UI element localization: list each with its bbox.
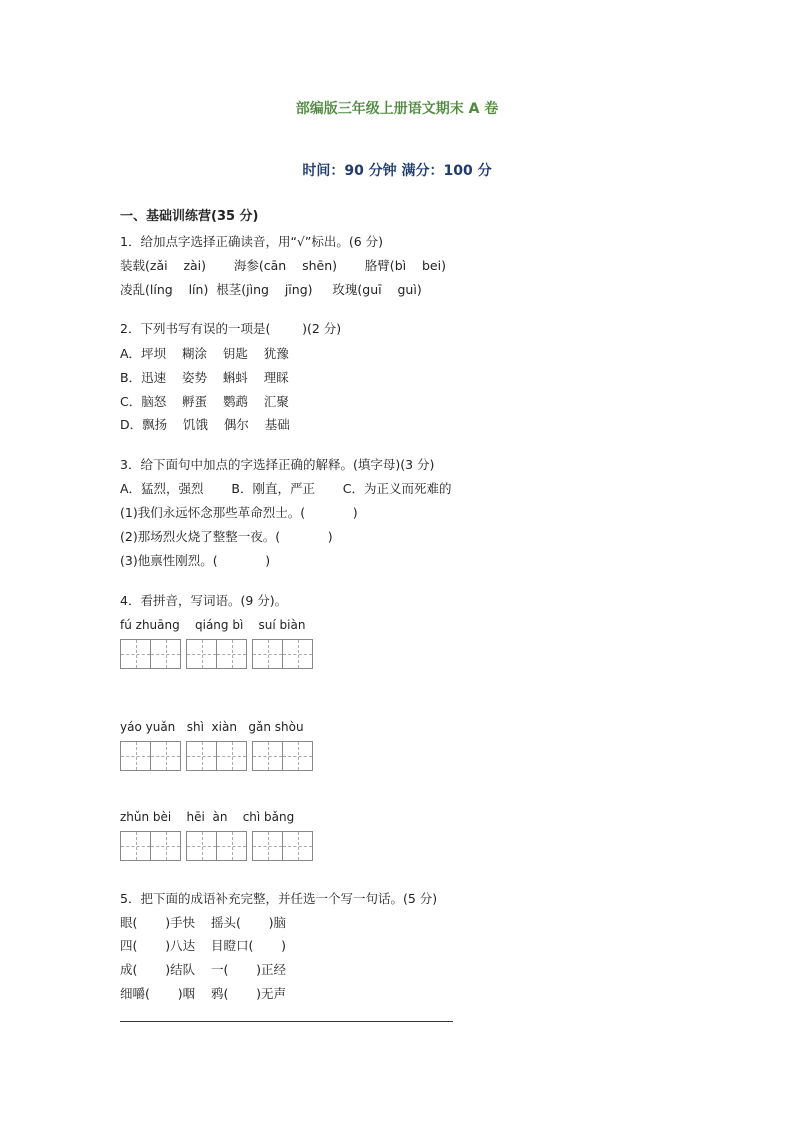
question-5-stem: 5．把下面的成语补充完整，并任选一个写一句话。(5 分) xyxy=(120,891,438,906)
word-box[interactable] xyxy=(252,831,313,861)
exam-meta: 时间：90 分钟 满分：100 分 xyxy=(302,163,492,179)
word-box[interactable] xyxy=(120,639,181,669)
idiom-row-4: 细嚼( )咽 鸦( )无声 xyxy=(120,986,287,1001)
char-cell[interactable] xyxy=(120,741,151,771)
idiom-row-2: 四( )八达 目瞪口( ) xyxy=(120,938,287,953)
question-3-item-2: (2)那场烈火烧了整整一夜。( ) xyxy=(120,529,333,544)
answer-line[interactable] xyxy=(120,1021,453,1022)
char-cell[interactable] xyxy=(186,741,217,771)
question-3-item-3: (3)他禀性刚烈。( ) xyxy=(120,553,271,568)
question-3-item-1: (1)我们永远怀念那些革命烈士。( ) xyxy=(120,505,358,520)
char-cell[interactable] xyxy=(120,831,151,861)
question-3-stem: 3．给下面句中加点的字选择正确的解释。(填字母)(3 分) xyxy=(120,457,435,472)
document-title: 部编版三年级上册语文期末 A 卷 xyxy=(295,101,499,117)
writing-grid-row-2[interactable] xyxy=(120,741,313,771)
writing-grid-row-1[interactable] xyxy=(120,639,313,669)
writing-grid-row-3[interactable] xyxy=(120,831,313,861)
word-box[interactable] xyxy=(252,741,313,771)
char-cell[interactable] xyxy=(252,831,283,861)
section-heading: 一、基础训练营(35 分) xyxy=(120,209,259,224)
question-4-stem: 4．看拼音，写词语。(9 分)。 xyxy=(120,593,288,608)
char-cell[interactable] xyxy=(282,831,313,861)
char-cell[interactable] xyxy=(120,639,151,669)
char-cell[interactable] xyxy=(186,831,217,861)
question-2-option-b: B．迅速 姿势 蝌蚪 理睬 xyxy=(120,370,289,385)
idiom-row-1: 眼( )手快 摇头( )脑 xyxy=(120,915,287,930)
question-3-choices: A．猛烈，强烈 B．刚直，严正 C．为正义而死难的 xyxy=(120,481,452,496)
idiom-row-3: 成( )结队 一( )正经 xyxy=(120,962,287,977)
char-cell[interactable] xyxy=(216,639,247,669)
char-cell[interactable] xyxy=(150,831,181,861)
char-cell[interactable] xyxy=(282,741,313,771)
word-box[interactable] xyxy=(252,639,313,669)
word-box[interactable] xyxy=(186,741,247,771)
question-2-option-a: A．坪坝 糊涂 钥匙 犹豫 xyxy=(120,346,289,361)
pinyin-row-3: zhǔn bèi hēi àn chì bǎng xyxy=(120,810,295,824)
char-cell[interactable] xyxy=(150,639,181,669)
char-cell[interactable] xyxy=(150,741,181,771)
char-cell[interactable] xyxy=(252,741,283,771)
word-box[interactable] xyxy=(186,831,247,861)
question-1-stem: 1．给加点字选择正确读音，用“√”标出。(6 分) xyxy=(120,234,384,249)
char-cell[interactable] xyxy=(216,831,247,861)
char-cell[interactable] xyxy=(216,741,247,771)
word-box[interactable] xyxy=(120,741,181,771)
question-2-option-c: C．脑怒 孵蛋 鹦鹉 汇聚 xyxy=(120,394,289,409)
word-box[interactable] xyxy=(186,639,247,669)
char-cell[interactable] xyxy=(282,639,313,669)
char-cell[interactable] xyxy=(252,639,283,669)
pinyin-row-1: fú zhuāng qiáng bì suí biàn xyxy=(120,618,306,632)
char-cell[interactable] xyxy=(186,639,217,669)
question-1-row-2: 凌乱(líng lín) 根茎(jìng jīng) 玫瑰(guī guì) xyxy=(120,282,422,297)
question-2-option-d: D．飘扬 饥饿 偶尔 基础 xyxy=(120,417,290,432)
question-1-row-1: 装载(zǎi zài) 海参(cān shēn) 胳臂(bì bei) xyxy=(120,258,446,273)
word-box[interactable] xyxy=(120,831,181,861)
question-2-stem: 2．下列书写有误的一项是( )(2 分) xyxy=(120,321,342,336)
pinyin-row-2: yáo yuǎn shì xiàn gǎn shòu xyxy=(120,720,304,734)
